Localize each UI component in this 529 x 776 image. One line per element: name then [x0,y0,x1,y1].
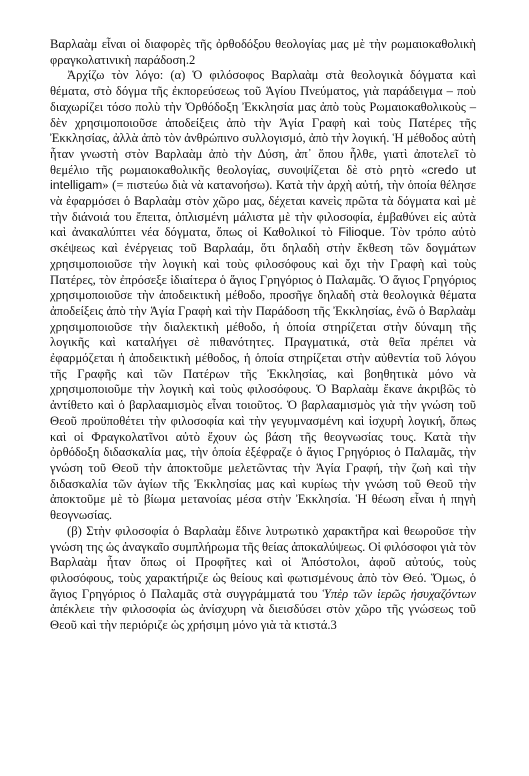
paragraph-a-text-3: . Τὸν τρόπο αὐτὸ σκέψεως καὶ ἐνέργειας τοῦ Βαρλαάμ, ὅτι δηλαδὴ στὴν ἔκθεση τῶν δογμάτων χρησιμοποιοῦσε τὴν λογικὴ καὶ τοὺς φιλοσόφους καὶ ὄχι τὴν Γραφὴ καὶ τοὺς Πατέρες, τὸν ἐπρόσεξε ἰδιαίτερα ὁ ἅγιος Γρηγόριος ὁ Παλαμᾶς. Ὁ ἅγιος Γρηγόριος χρησιμοποιοῦσε τὴν ἀποδεικτικὴ μέθοδο, προσῆγε δηλαδὴ στὰ θεολογικὰ θέματα ἀποδείξεις ἀπὸ τὴν Ἁγία Γραφὴ καὶ τὴν Παράδοση τῆς Ἐκκλησίας, ἐνῶ ὁ Βαρλαὰμ χρησιμοποιοῦσε τὴν διαλεκτικὴ μέθοδο, ἡ ὁποία στηρίζεται στὴν δύναμη τῆς λογικῆς καὶ καταλήγει σὲ πιθανότητες. Πραγματικά, στὰ θεῖα πρέπει νὰ ἐφαρμόζεται ἡ ἀποδεικτικὴ μέθοδος, ἡ ὁποία στηρίζεται στὴν αὐθεντία τοῦ λόγου τῆς Γραφῆς καὶ τῶν Πατέρων τῆς Ἐκκλησίας, καὶ βοηθητικὰ μόνο νὰ χρησιμοποιοῦμε τὴν λογικὴ καὶ τοὺς φιλοσόφους. Ὁ Βαρλαὰμ ἔκανε ἀκριβῶς τὸ ἀντίθετο καὶ ὁ βαρλααμισμὸς εἶναι τοιοῦτος. Ὁ βαρλααμισμὸς γιὰ τὴν γνώση τοῦ Θεοῦ προϋποθέτει τὴν φιλοσοφία καὶ τὴν γεγυμνασμένη καὶ ἰσχυρὴ λογική, ὅπως καὶ οἱ Φραγκολατῖνοι αὐτὸ ἔχουν ὡς βάση τῆς θεογνωσίας τους. Κατὰ τὴν ὀρθόδοξη διδασκαλία μας, τὴν ὁποία ἐξέφραζε ὁ ἅγιος Γρηγόριος ὁ Παλαμᾶς, τὴν γνώση τοῦ Θεοῦ τὴν ἀποκτοῦμε μελετῶντας τὴν Ἁγία Γραφή, τὴν ζωὴ καὶ τὴν διδασκαλία τῶν ἁγίων τῆς Ἐκκλησίας μας καὶ κυρίως τὴν γνώση τοῦ Θεοῦ τὴν ἀποκτοῦμε μὲ τὸ βίωμα μετανοίας μέσα στὴν Ἐκκλησία. Ἡ θέωση εἶναι ἡ πηγὴ θεογνωσίας. [50,225,476,523]
paragraph-b [50,524,476,634]
paragraph-a [50,68,476,523]
paragraph-a-text-2: » (= πιστεύω διὰ νὰ κατανοήσω). Κατὰ τὴν ἀρχὴ αὐτή, τὴν ὁποία θέλησε νὰ ἐφαρμόσει ὁ Βαρλαὰμ στὸν χῶρο μας, δέχεται κανεὶς πρῶτα τὰ δόγματα καὶ μὲ τὴν διάνοιά του ἔπειτα, ὁπλισμένη μάλιστα μὲ τὴν φιλοσοφία, ἐμβαθύνει εἰς αὐτὰ καὶ ἀνακαλύπτει νέα δόγματα, ὅπως οἱ Καθολικοί τὸ [50,178,476,240]
paragraph-intro [50,37,476,68]
paragraph-a-text-1: Ἀρχίζω τὸν λόγο: (α) Ὁ φιλόσοφος Βαρλαὰμ στὰ θεολογικὰ δόγματα καὶ θέματα, στὸ δόγμα τῆς ἐκπορεύσεως τοῦ Ἁγίου Πνεύματος, γιὰ παράδειγμα – ποὺ διαχωρίζει τόσο πολὺ τὴν Ὀρθόδοξη Ἐκκλησία μας ἀπὸ τοὺς Ρωμαιοκαθολικοὺς – δὲν χρησιμοποιοῦσε ἀποδείξεις ἀπὸ τὴν Ἁγία Γραφὴ καὶ τοὺς Πατέρες τῆς Ἐκκλησίας, ἀλλὰ ἀπὸ τὸν ἀνθρώπινο συλλογισμό, ἀπὸ τὴν λογική. Ἡ μέθοδος αὐτὴ ἦταν γνωστὴ στὸν Βαρλαὰμ ἀπὸ τὴν Δύση, ἀπ᾽ ὅπου ἦλθε, γιατὶ ἀποτελεῖ τὸ θεμέλιο τῆς ρωμαιοκαθολικῆς θεολογίας, συνοψίζεται δὲ στὸ ρητὸ « [50,68,476,177]
document-page [50,37,476,634]
latin-phrase-credo: credo ut intelligam [50,162,476,193]
paragraph-intro-text: Βαρλαὰμ εἶναι οἱ διαφορὲς τῆς ὀρθοδόξου θεολογίας μας μὲ τὴν ρωμαιοκαθολικὴ φραγκολατινικὴ παράδοση.2 [50,37,476,67]
latin-term-filioque: Filioque [338,225,382,240]
paragraph-b-text-1: (β) Στὴν φιλοσοφία ὁ Βαρλαὰμ ἔδινε λυτρωτικὸ χαρακτῆρα καὶ θεωροῦσε τὴν γνώση της ὡς ἀναγκαῖο συμπλήρωμα τῆς θείας ἀποκαλύψεως. Οἱ φιλόσοφοι γιὰ τὸν Βαρλαὰμ ἦταν ὅπως οἱ Προφῆτες καὶ οἱ Ἀπόστολοι, ἀφοῦ αὐτούς, τοὺς φιλοσόφους, τοὺς χαρακτήριζε ὡς θείους καὶ φωτισμένους ἀπὸ τὸν Θεό. Ὅμως, ὁ ἅγιος Γρηγόριος ὁ Παλαμᾶς στὰ συγγράμματά του [50,523,476,601]
book-title-italic: Ὑπὲρ τῶν ἱερῶς ἡσυχαζόντων [322,586,477,601]
paragraph-b-text-2: ἀπέκλειε τὴν φιλοσοφία ὡς ἀνίσχυρη νὰ διεισδύσει στὸν χῶρο τῆς γνώσεως τοῦ Θεοῦ καὶ τὴν περιόριζε ὡς χρήσιμη μόνο γιὰ τὰ κτιστά.3 [50,602,476,633]
